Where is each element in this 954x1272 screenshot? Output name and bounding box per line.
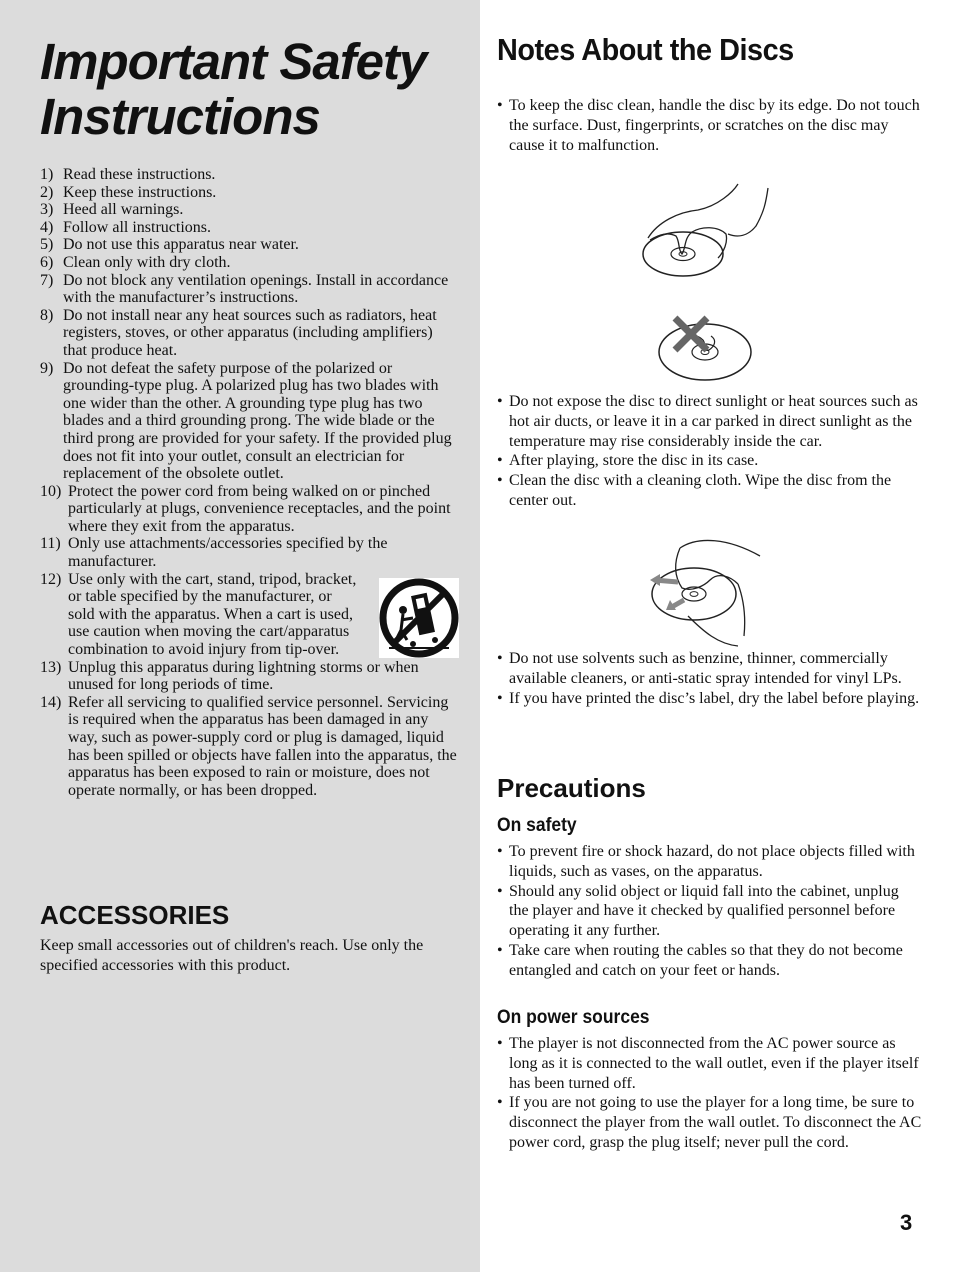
- item-number: 6): [40, 253, 54, 271]
- list-item: • The player is not disconnected from the AC power source as long as it is connected to the wall outlet, even if the player itself has been turned off.: [497, 1034, 922, 1093]
- item-number: 2): [40, 183, 54, 201]
- power-bullet-list: [497, 1034, 922, 1153]
- item-text: Do not block any ventilation openings. Install in accordance with the manufacturer’s instructions.: [63, 271, 449, 307]
- accessories-text: Keep small accessories out of children's reach. Use only the specified accessories with this product.: [40, 937, 424, 974]
- safety-bullet-list: [497, 842, 922, 981]
- list-item: • Clean the disc with a cleaning cloth. Wipe the disc from the center out.: [497, 471, 922, 511]
- accessories-heading: ACCESSORIES: [40, 900, 230, 930]
- disc-cleaning-illustration: [648, 536, 768, 653]
- on-power-sources-heading: On power sources: [497, 1007, 650, 1028]
- discs-bullet-list: [497, 96, 922, 155]
- list-item: • If you have printed the disc’s label, dry the label before playing.: [497, 689, 922, 709]
- item-number: 5): [40, 236, 54, 254]
- item-number: 11): [40, 535, 61, 553]
- item-text: Protect the power cord from being walked on or pinched particularly at plugs, convenience receptacles, and the point where they exit from the apparatus.: [68, 482, 451, 535]
- cart-tip-over-warning-icon: [379, 578, 459, 658]
- item-text: Heed all warnings.: [63, 201, 184, 219]
- discs-bullet-list: [497, 649, 922, 708]
- list-item: [40, 307, 460, 360]
- item-number: 10): [40, 482, 62, 500]
- item-text: Keep these instructions.: [63, 183, 217, 201]
- item-number: 4): [40, 218, 54, 236]
- list-item: [40, 236, 460, 254]
- page-number: 3: [900, 1210, 913, 1235]
- list-item: [40, 535, 460, 570]
- disc-do-not-touch-illustration: [655, 310, 755, 395]
- safety-instructions-list: [40, 166, 460, 799]
- list-item: • Take care when routing the cables so that they do not become entangled and catch on your feet or hands.: [497, 941, 922, 981]
- discs-heading: Notes About the Discs: [497, 32, 794, 67]
- list-item: • After playing, store the disc in its case.: [497, 451, 922, 471]
- list-item: [40, 694, 460, 800]
- item-text: Read these instructions.: [63, 166, 216, 183]
- list-item: [40, 360, 460, 483]
- list-item: • If you are not going to use the player for a long time, be sure to disconnect the player from the wall outlet. To disconnect the AC power cord, grasp the plug itself; never pull the cord.: [497, 1093, 922, 1152]
- item-number: 13): [40, 658, 62, 676]
- on-safety-heading: On safety: [497, 815, 577, 836]
- list-item: • Do not expose the disc to direct sunlight or heat sources such as hot air ducts, or leave it in a car parked in direct sunlight as the temperature may rise considerably inside the car.: [497, 392, 922, 451]
- item-number: 9): [40, 359, 54, 377]
- item-text: Refer all servicing to qualified service personnel. Servicing is required when the apparatus has been damaged in any way, such as power-supply cord or plug is damaged, liquid has been spilled or objects have fallen into the apparatus, the apparatus has been exposed to rain or moisture, does not operate normally, or has been dropped.: [68, 693, 457, 799]
- discs-bullet-list: [497, 392, 922, 511]
- hand-holding-disc-illustration: [638, 182, 778, 287]
- list-item: [40, 659, 460, 694]
- item-number: 8): [40, 306, 54, 324]
- item-number: 3): [40, 201, 54, 219]
- item-text: Do not use this apparatus near water.: [63, 236, 299, 254]
- list-item: [40, 219, 460, 237]
- item-number: 14): [40, 693, 62, 711]
- list-item: [40, 166, 460, 184]
- item-text: Follow all instructions.: [63, 218, 211, 236]
- item-text: Do not defeat the safety purpose of the polarized or grounding-type plug. A polarized plug has two blades with one wider than the other. A grounding type plug has two blades and a third grounding prong. The wide blade or the third prong are provided for your safety. If the provided plug does not fit into your outlet, consult an electrician for replacement of the obsolete outlet.: [63, 359, 452, 483]
- list-item: • Do not use solvents such as benzine, thinner, commercially available cleaners, or anti-static spray intended for vinyl LPs.: [497, 649, 922, 689]
- item-text: Unplug this apparatus during lightning storms or when unused for long periods of time.: [68, 658, 419, 694]
- item-number: 12): [40, 570, 62, 588]
- list-item: • To keep the disc clean, handle the disc by its edge. Do not touch the surface. Dust, fingerprints, or scratches on the disc may cause it to malfunction.: [497, 96, 922, 155]
- list-item: [40, 254, 460, 272]
- item-text: Do not install near any heat sources such as radiators, heat registers, stoves, or other apparatus (including amplifiers) that produce heat.: [63, 306, 437, 359]
- item-text: Only use attachments/accessories specified by the manufacturer.: [68, 535, 388, 571]
- list-item: • Should any solid object or liquid fall into the cabinet, unplug the player and have it checked by qualified personnel before operating it any further.: [497, 882, 922, 941]
- item-number: 7): [40, 271, 54, 289]
- list-item: [40, 272, 460, 307]
- item-text: Clean only with dry cloth.: [63, 253, 231, 271]
- item-text: Use only with the cart, stand, tripod, bracket, or table specified by the manufacturer, or sold with the apparatus. When a cart is used, use caution when moving the cart/apparatus combination to avoid injury from tip-over.: [68, 570, 357, 659]
- list-item: [40, 483, 460, 536]
- item-number: 1): [40, 166, 54, 183]
- precautions-heading: Precautions: [497, 773, 646, 803]
- list-item: [40, 201, 460, 219]
- list-item: • To prevent fire or shock hazard, do not place objects filled with liquids, such as vases, on the apparatus.: [497, 842, 922, 882]
- list-item: [40, 184, 460, 202]
- page-title: Important Safety Instructions: [40, 33, 427, 145]
